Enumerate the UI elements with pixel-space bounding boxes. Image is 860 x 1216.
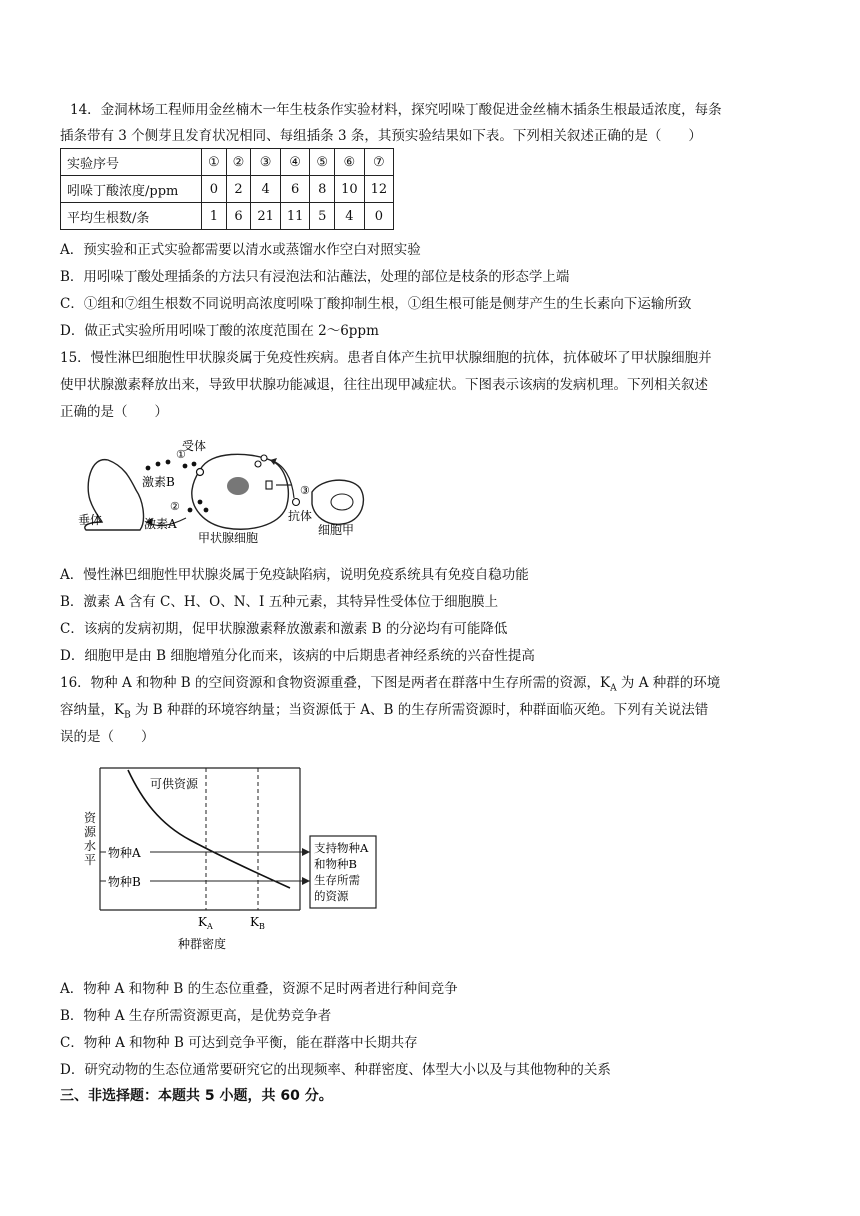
- table-row: [61, 176, 394, 203]
- table-cell: ③: [251, 149, 281, 176]
- table-cell: 5: [310, 203, 335, 230]
- q14-option-d: D．做正式实验所用吲哚丁酸的浓度范围在 2～6ppm: [60, 323, 379, 339]
- species-a-label: 物种A: [108, 846, 141, 860]
- table-cell: 4: [251, 176, 281, 203]
- antibody-circle: [293, 499, 300, 506]
- table-row-header: 实验序号: [61, 149, 202, 176]
- q14-option-a: A．预实验和正式实验都需要以清水或蒸馏水作空白对照实验: [60, 242, 421, 258]
- hormone-dot: [166, 460, 171, 465]
- antibody-circle: [261, 455, 267, 461]
- hormone-dot: [198, 500, 203, 505]
- table-cell: 0: [364, 203, 394, 230]
- table-row-header: 吲哚丁酸浓度/ppm: [61, 176, 202, 203]
- q15-thyroiditis-diagram: [60, 430, 390, 550]
- box-line-2: 和物种B: [314, 857, 357, 871]
- table-cell: ④: [280, 149, 310, 176]
- table-cell: 6: [226, 203, 251, 230]
- table-cell: ⑥: [335, 149, 365, 176]
- section-3-heading: 三、非选择题：本题共 5 小题，共 60 分。: [60, 1088, 333, 1104]
- table-row-header: 平均生根数/条: [61, 203, 202, 230]
- hormone-dot: [183, 464, 188, 469]
- step1-label: ①: [176, 448, 186, 461]
- ka-tick-label: [198, 915, 213, 931]
- q16-stem-text: 16．物种 A 和物种 B 的空间资源和食物资源重叠，下图是两者在群落中生存所需的资源，K: [60, 675, 611, 691]
- q16-stem-text: 为 B 种群的环境容纳量；当资源低于 A、B 的生存所需资源时，种群面临灭绝。下列有关说法错: [130, 702, 709, 718]
- cell-jia-nucleus: [331, 494, 353, 510]
- q15-stem-line1: 15．慢性淋巴细胞性甲状腺炎属于免疫性疾病。患者自体产生抗甲状腺细胞的抗体，抗体破坏了甲状腺细胞并: [60, 350, 712, 366]
- tick-subscript: A: [206, 922, 213, 931]
- q16-option-d: D．研究动物的生态位通常要研究它的出现频率、种群密度、体型大小以及与其他物种的关系: [60, 1062, 611, 1078]
- q15-stem-line3: 正确的是（ ）: [60, 404, 168, 420]
- kb-tick-label: [250, 915, 265, 931]
- receptor-label: 受体: [182, 439, 207, 453]
- table-row: [61, 149, 394, 176]
- q16-stem-text: 容纳量，K: [60, 702, 125, 718]
- q16-stem-line2: [60, 698, 708, 721]
- arrow-head-icon: [302, 877, 310, 885]
- pituitary-label: 垂体: [78, 513, 103, 527]
- q16-stem-text: 为 A 种群的环境: [616, 675, 721, 691]
- q16-resource-diagram: [80, 760, 390, 960]
- table-row: [61, 203, 394, 230]
- table-cell: 8: [310, 176, 335, 203]
- table-cell: ⑤: [310, 149, 335, 176]
- q14-stem-line1: 14．金洞林场工程师用金丝楠木一年生枝条作实验材料，探究吲哚丁酸促进金丝楠木插条生根最适浓度，每条: [70, 102, 722, 118]
- q15-option-c: C．该病的发病初期，促甲状腺激素释放激素和激素 B 的分泌均有可能降低: [60, 621, 508, 637]
- q16-stem-line1: [60, 671, 720, 694]
- q16-option-a: A．物种 A 和物种 B 的生态位重叠，资源不足时两者进行种间竞争: [60, 981, 458, 997]
- q14-result-table: [60, 148, 394, 230]
- q15-option-d: D．细胞甲是由 B 细胞增殖分化而来，该病的中后期患者神经系统的兴奋性提高: [60, 648, 535, 664]
- table-cell: ⑦: [364, 149, 394, 176]
- step2-label: ②: [170, 500, 180, 513]
- table-cell: 0: [202, 176, 227, 203]
- nucleus-shape: [227, 477, 249, 495]
- q16-stem-line3: 误的是（ ）: [60, 729, 155, 745]
- q16-option-c: C．物种 A 和物种 B 可达到竞争平衡，能在群落中长期共存: [60, 1035, 418, 1051]
- hormone-dot: [188, 508, 193, 513]
- tick-subscript: B: [258, 922, 265, 931]
- y-axis-label-4: 平: [84, 853, 97, 867]
- thyroid-cell-label: 甲状腺细胞: [198, 531, 259, 545]
- table-cell: 11: [280, 203, 310, 230]
- table-cell: 1: [202, 203, 227, 230]
- table-cell: ②: [226, 149, 251, 176]
- table-cell: ①: [202, 149, 227, 176]
- hormone-dot: [146, 466, 151, 471]
- hormone-dot: [192, 462, 197, 467]
- q15-option-b: B．激素 A 含有 C、H、O、N、I 五种元素，其特异性受体位于细胞膜上: [60, 594, 499, 610]
- y-axis-label-1: 资: [84, 811, 97, 825]
- q16-option-b: B．物种 A 生存所需资源更高，是优势竞争者: [60, 1008, 332, 1024]
- antibody-circle: [255, 461, 261, 467]
- q15-option-a: A．慢性淋巴细胞性甲状腺炎属于免疫缺陷病，说明免疫系统具有免疫自稳功能: [60, 567, 529, 583]
- table-cell: 2: [226, 176, 251, 203]
- table-cell: 4: [335, 203, 365, 230]
- receptor-box: [266, 481, 272, 489]
- receptor-circle: [197, 469, 204, 476]
- q14-option-b: B．用吲哚丁酸处理插条的方法只有浸泡法和沾蘸法，处理的部位是枝条的形态学上端: [60, 269, 570, 285]
- step3-label: ③: [300, 484, 310, 497]
- q14-option-c: C．①组和⑦组生根数不同说明高浓度吲哚丁酸抑制生根，①组生根可能是侧芽产生的生长素向下运输所致: [60, 296, 692, 312]
- y-axis-label-3: 水: [84, 839, 97, 853]
- tick-k: K: [250, 915, 259, 929]
- table-cell: 21: [251, 203, 281, 230]
- tick-k: K: [198, 915, 207, 929]
- curve-label: 可供资源: [150, 777, 199, 791]
- arrow-head-icon: [302, 848, 310, 856]
- subscript: B: [124, 710, 131, 721]
- x-axis-label: 种群密度: [178, 937, 227, 951]
- subscript: A: [610, 683, 617, 694]
- cell-jia-label: 细胞甲: [318, 523, 355, 537]
- table-cell: 12: [364, 176, 394, 203]
- table-cell: 10: [335, 176, 365, 203]
- box-line-3: 生存所需: [314, 873, 360, 887]
- box-line-4: 的资源: [314, 889, 349, 903]
- antibody-arrow: [270, 460, 294, 498]
- species-b-label: 物种B: [108, 875, 141, 889]
- q14-stem-line2: 插条带有 3 个侧芽且发育状况相同、每组插条 3 条，其预实验结果如下表。下列相关叙述正确的是（ ）: [60, 128, 702, 144]
- table-cell: 6: [280, 176, 310, 203]
- antibody-label: 抗体: [288, 509, 313, 523]
- y-axis-label-2: 源: [84, 825, 97, 839]
- hormone-dot: [204, 508, 209, 513]
- hormone-dot: [156, 462, 161, 467]
- hormone-a-label: 激素A: [144, 517, 177, 531]
- q15-stem-line2: 使甲状腺激素释放出来，导致甲状腺功能减退，往往出现甲减症状。下图表示该病的发病机理。下列相关叙述: [60, 377, 708, 393]
- box-line-1: 支持物种A: [314, 841, 369, 855]
- hormone-b-label: 激素B: [142, 475, 175, 489]
